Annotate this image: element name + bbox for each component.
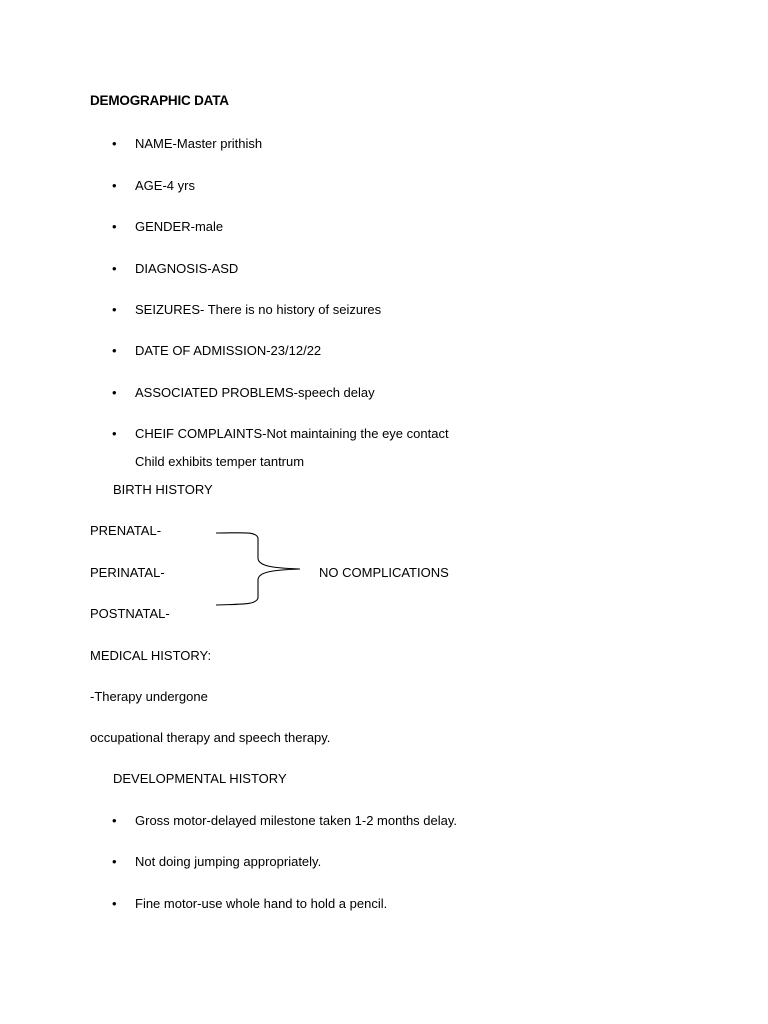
section-heading-medical-history: MEDICAL HISTORY: [90, 648, 212, 663]
section-heading-developmental-history: DEVELOPMENTAL HISTORY [113, 771, 287, 786]
bullet-icon: • [112, 302, 117, 317]
list-item-text: AGE-4 yrs [135, 178, 195, 193]
birth-history-result: NO COMPLICATIONS [319, 565, 449, 580]
bullet-icon: • [112, 343, 117, 358]
section-heading-birth-history: BIRTH HISTORY [113, 482, 213, 497]
list-item-text: Gross motor-delayed milestone taken 1-2 months delay. [135, 813, 458, 828]
bullet-icon: • [112, 854, 117, 869]
bullet-icon: • [112, 219, 117, 234]
curly-brace-icon [212, 528, 304, 610]
section-heading-demographic-data: DEMOGRAPHIC DATA [90, 93, 229, 108]
bullet-icon: • [112, 426, 117, 441]
postnatal-label: POSTNATAL- [90, 606, 170, 621]
list-item-text: Not doing jumping appropriately. [135, 854, 322, 869]
complaint-continuation-text: Child exhibits temper tantrum [135, 454, 305, 469]
list-item-text: CHEIF COMPLAINTS-Not maintaining the eye contact [135, 426, 449, 441]
bullet-icon: • [112, 896, 117, 911]
list-item-text: DATE OF ADMISSION-23/12/22 [135, 343, 322, 358]
perinatal-label: PERINATAL- [90, 565, 165, 580]
list-item-text: NAME-Master prithish [135, 136, 263, 151]
bullet-icon: • [112, 385, 117, 400]
list-item-text: GENDER-male [135, 219, 224, 234]
bullet-icon: • [112, 261, 117, 276]
prenatal-label: PRENATAL- [90, 523, 162, 538]
bullet-icon: • [112, 813, 117, 828]
list-item-text: Fine motor-use whole hand to hold a pencil. [135, 896, 388, 911]
list-item-text: ASSOCIATED PROBLEMS-speech delay [135, 385, 375, 400]
bullet-icon: • [112, 136, 117, 151]
therapy-heading: -Therapy undergone [90, 689, 208, 704]
therapy-detail: occupational therapy and speech therapy. [90, 730, 331, 745]
list-item-text: DIAGNOSIS-ASD [135, 261, 239, 276]
list-item-text: SEIZURES- There is no history of seizures [135, 302, 382, 317]
bullet-icon: • [112, 178, 117, 193]
